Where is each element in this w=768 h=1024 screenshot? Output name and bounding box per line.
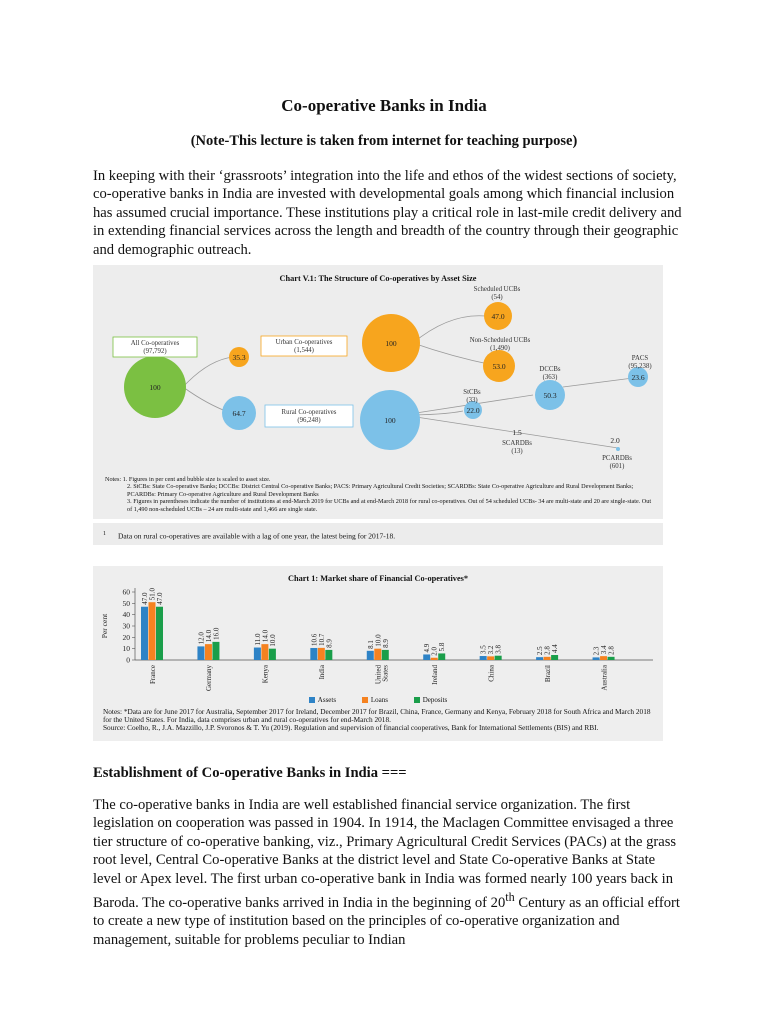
data-label: 47.0 [141,592,149,605]
value-pacs: 23.6 [631,373,645,382]
cooperative-structure-figure [93,265,663,519]
count-scheduled: (54) [491,294,503,301]
figure1-note-1: Notes: 1. Figures in per cent and bubble size is scaled to asset size. [105,476,271,483]
y-tick-label: 30 [122,621,130,631]
value-dccbs: 50.3 [543,391,557,400]
value-scardbs: 1.5 [512,428,522,437]
data-label: 2.0 [430,646,439,656]
bar-assets-brazil [536,657,543,660]
bar-deposits-australia [608,657,615,660]
data-label: 10.6 [310,633,319,646]
data-label: 4.4 [551,644,560,654]
count-nonscheduled: (1,490) [490,345,510,352]
bar-loans-china [487,656,494,660]
data-label: 4.9 [423,643,432,653]
data-label: 2.3 [592,646,601,656]
data-label: 2.8 [543,646,552,655]
connector-all-urban [183,357,233,387]
bar-loans-brazil [544,657,551,660]
y-tick-label: 60 [122,587,130,597]
body-paragraph [93,796,683,949]
intro-paragraph: In keeping with their ‘grassroots’ integration into the life and ethos of the widest sections of society, co-operative banks in India are invested with developmental goals among which financial inclusion has assumed crucial importance. These institutions play a critical role in last-mile credit delivery and in extending financial services across the length and breadth of the country through their geographic and demographic outreach. [93,168,682,258]
bar-deposits-ireland [438,653,445,660]
bar-deposits-united-states [382,650,389,660]
data-label: 3.2 [487,645,496,655]
category-label: China [487,665,496,682]
category-label: States [381,665,390,682]
figure1-notes [105,476,655,513]
data-label: 3.8 [494,644,503,654]
bar-assets-india [310,648,317,660]
bar-loans-kenya [261,644,268,660]
section-heading: Establishment of Co-operative Banks in India === [93,765,407,781]
bar-assets-france [141,607,148,660]
footnote-mark: 1 [103,531,106,537]
value-pcardbs: 2.0 [610,436,620,445]
legend-loans: Loans [362,696,388,704]
count-scardbs: (13) [511,448,523,455]
bar-deposits-india [325,650,332,660]
data-label: 2.5 [536,646,545,656]
data-label: 12.0 [197,632,206,645]
category-label: United [374,665,383,685]
label-pcardbs: PCARDBs [602,455,632,462]
footnote-text: Data on rural co-operatives are available with a lag of one year, the latest being for 2017-18. [118,531,396,541]
chart-notes [103,708,658,731]
label-pacs: PACS [631,355,649,362]
value-all: 100 [149,383,161,392]
bar-loans-australia [600,656,607,660]
bar-assets-china [480,656,487,660]
chart-legend [93,696,663,704]
y-axis-label: Per cent [100,613,109,639]
data-label: 3.5 [479,645,488,655]
data-label: 5.8 [438,642,447,652]
data-label: 47.0 [156,592,164,605]
y-tick-label: 50 [122,598,130,608]
bar-assets-australia [593,657,600,660]
box-urban-name: Urban Co-operatives [275,339,333,346]
bar-deposits-germany [212,642,219,660]
label-stcbs: StCBs [463,389,481,396]
data-label: 8.1 [366,640,375,649]
value-urban-total: 100 [385,339,397,348]
category-label: India [318,665,327,680]
box-rural-name: Rural Co-operatives [281,409,337,416]
bar-loans-france [149,602,156,660]
category-label: Kenya [261,665,270,684]
bar-deposits-china [495,656,502,660]
market-share-figure [93,566,663,741]
figure1-note-2: 2. StCBs: State Co-operative Banks; DCCBs: District Central Co-operative Banks; PACS: Primary Agricultural Credit Societies; SCARDBs: State Co-operative Agriculture and Rural Development Banks; PCARDBs: Primary Co-operative Agriculture and Rural Development Banks [127,483,634,498]
data-label: 10.7 [317,633,326,646]
value-rural-share: 64.7 [232,409,246,418]
structure-diagram [93,265,663,470]
body-sup: th [505,890,515,905]
bar-loans-ireland [431,658,438,660]
bar-deposits-brazil [551,655,558,660]
count-dccbs: (363) [542,374,558,381]
data-label: 51.0 [148,587,157,601]
chart-note: Notes: *Data are for June 2017 for Australia, September 2017 for Ireland, December 2017 for Brazil, China, France, Germany and Kenya, February 2018 for South Africa and March 2018 for the United States. For India, data comprises urban and rural co-operatives for end-March 2018. [103,707,651,724]
bar-assets-kenya [254,648,261,660]
label-scheduled: Scheduled UCBs [473,286,521,293]
page-title: Co-operative Banks in India [281,96,487,115]
box-urban-count: (1,544) [294,347,314,354]
bar-deposits-kenya [269,649,276,660]
market-share-chart [93,566,663,696]
label-nonscheduled: Non-Scheduled UCBs [469,337,531,344]
bar-assets-united-states [367,651,374,660]
figure1-title: Chart V.1: The Structure of Co-operatives by Asset Size [279,274,477,283]
box-rural-count: (96,248) [297,417,321,424]
teaching-note: (Note-This lecture is taken from internet for teaching purpose) [190,133,578,149]
bar-assets-germany [197,646,204,660]
data-label: 2.8 [607,646,616,655]
category-label: France [148,665,157,685]
data-label: 10.0 [268,634,277,647]
bubble-pcardbs [616,447,620,451]
chart-source: Source: Coelho, R., J.A. Mazzillo, J.P. Svoronos & T. Yu (2019). Regulation and supervision of financial cooperatives, Bank for International Settlements (BIS) and RBI. [103,722,599,732]
value-stcbs: 22.0 [466,406,480,415]
data-label: 10.0 [374,634,383,647]
value-nonscheduled: 53.0 [492,362,506,371]
bar-loans-germany [205,644,212,660]
data-label: 3.4 [600,645,609,655]
bar-deposits-france [156,607,163,660]
legend-assets: Assets [309,696,336,704]
value-urban-share: 35.3 [232,353,246,362]
count-pacs: (95,238) [628,363,652,370]
category-label: Ireland [430,665,439,685]
chart-title: Chart 1: Market share of Financial Co-operatives* [287,574,469,583]
data-label: 8.9 [381,639,390,648]
label-dccbs: DCCBs [539,366,561,373]
legend-deposits: Deposits [414,696,448,704]
y-tick-label: 20 [122,632,130,642]
body-part1: The co-operative banks in India are well established financial service organization. The first legislation on cooperation was passed in 1904. In 1914, the Maclagen Committee envisaged a three tier structure of co-operative banking, viz., Primary Agricultural Credit Services (PACs) at the grass root level, Central Co-operative Banks at the district level and State Co-operative Banks at State level or Apex level. The first urban co-operative bank in India was formed nearly 100 years back in Baroda. The co-operative banks arrived in India in the beginning of 20 [93,797,677,911]
category-label: Brazil [543,665,552,683]
y-tick-label: 0 [126,655,130,665]
data-label: 14.0 [261,629,270,643]
body-part2: Century as an official effort to create a new type of institution based on the principles of co-operative organization and management, suitable for problems peculiar to Indian [93,894,680,948]
data-label: 8.9 [325,639,334,648]
data-label: 16.0 [212,627,221,640]
bar-loans-united-states [374,649,381,660]
bar-assets-ireland [423,654,430,660]
y-tick-label: 10 [122,644,130,654]
category-label: Germany [205,665,214,692]
box-all-count: (97,792) [143,348,167,355]
category-label: Australia [600,665,609,691]
count-pcardbs: (601) [609,463,625,470]
y-tick-label: 40 [122,610,130,620]
count-stcbs: (33) [466,397,478,404]
value-rural-total: 100 [384,416,396,425]
box-all-name: All Co-operatives [130,340,180,347]
footnote [93,523,663,545]
value-scheduled: 47.0 [491,312,505,321]
bar-loans-india [318,648,325,660]
figure1-note-3: 3. Figures in parentheses indicate the number of institutions at end-March 2019 for UCBs and at end-March 2018 for rural co-operatives. Out of 54 scheduled UCBs- 34 are multi-state and 20 are single-state. Out of 1,490 non-scheduled UCBs – 24 are multi-state and 1,466 are single state. [127,498,652,513]
connector-urban-nonscheduled [413,343,493,365]
data-label: 14.0 [204,629,213,643]
data-label: 11.0 [253,633,262,646]
label-scardbs: SCARDBs [502,440,532,447]
connector-dccbs-pacs [563,378,633,387]
